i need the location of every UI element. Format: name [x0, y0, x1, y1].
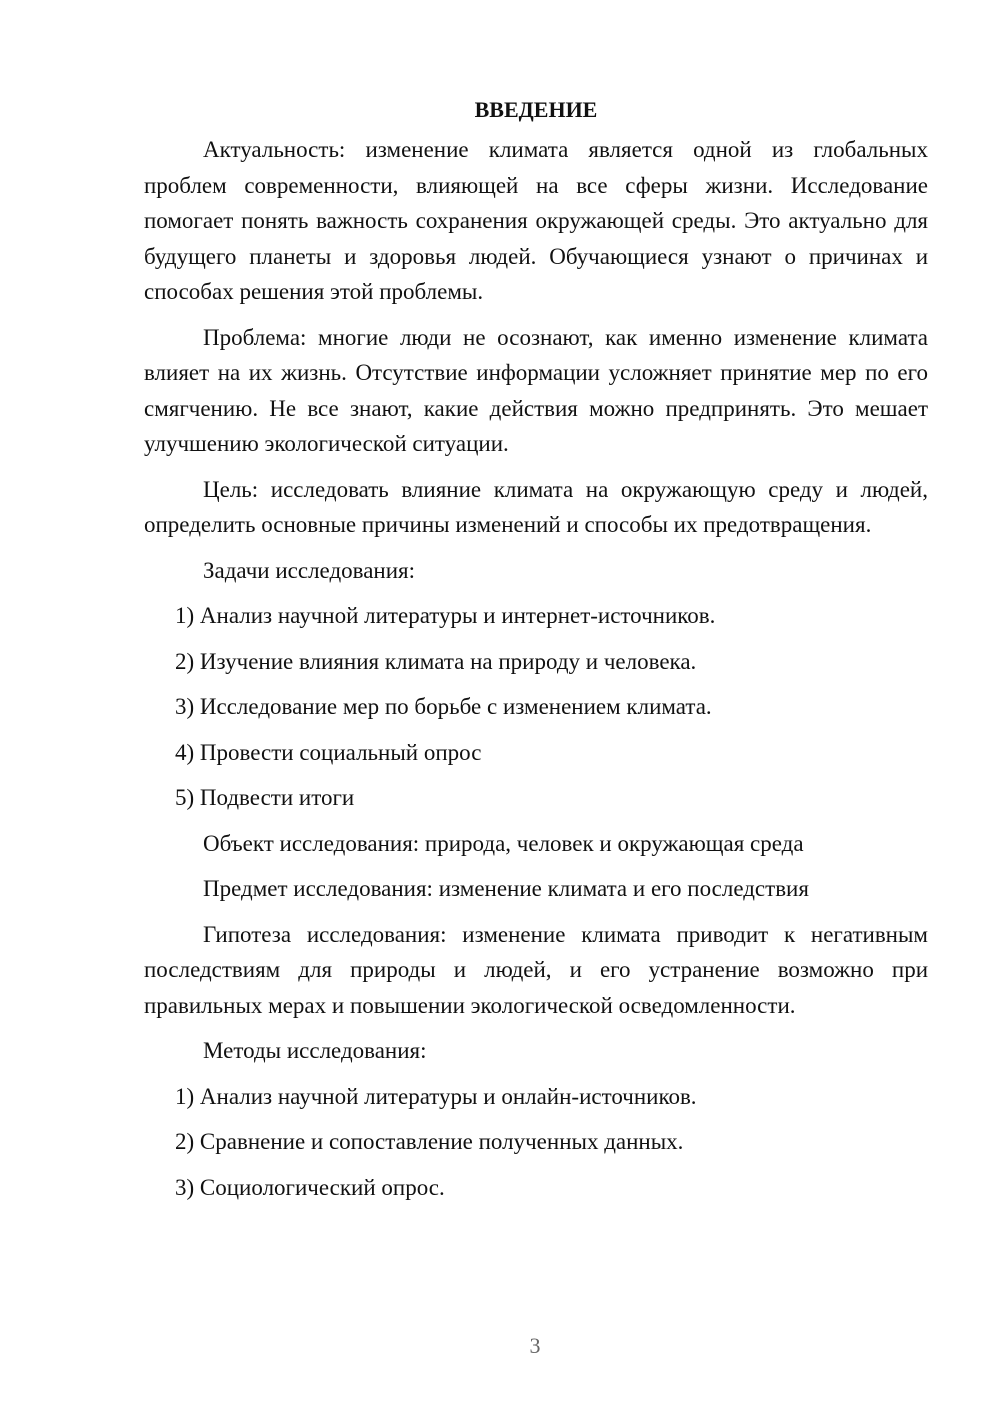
- task-item: 2) Изучение влияния климата на природу и человека.: [175, 648, 697, 674]
- method-item: 3) Социологический опрос.: [175, 1174, 445, 1200]
- method-item: 2) Сравнение и сопоставление полученных данных.: [175, 1129, 684, 1154]
- method-item: 1) Анализ научной литературы и онлайн-источников.: [175, 1083, 697, 1109]
- task-item: 1) Анализ научной литературы и интернет-источников.: [175, 603, 716, 628]
- section-heading: ВВЕДЕНИЕ: [474, 97, 598, 122]
- methods-title: Методы исследования:: [203, 1038, 427, 1063]
- relevance-paragraph: Актуальность: изменение климата является одной из глобальных проблем современности, влияющей на все сферы жизни. Исследование помогает понять важность сохранения окружающей среды. Это актуально для будущего планеты и здоровья людей. Обучающиеся узнают о причинах и способах решения этой проблемы.: [144, 137, 928, 304]
- page-number: 3: [529, 1333, 541, 1358]
- task-item: 3) Исследование мер по борьбе с изменением климата.: [175, 694, 712, 719]
- goal-paragraph: Цель: исследовать влияние климата на окружающую среду и людей, определить основные причины изменений и способы их предотвращения.: [144, 476, 928, 537]
- task-item: 5) Подвести итоги: [175, 785, 355, 810]
- page-content: [144, 92, 928, 1215]
- research-object: Объект исследования: природа, человек и окружающая среда: [203, 830, 804, 856]
- task-item: 4) Провести социальный опрос: [175, 739, 482, 765]
- hypothesis-paragraph: Гипотеза исследования: изменение климата приводит к негативным последствиям для природы и людей, и его устранение возможно при правильных мерах и повышении экологической осведомленности.: [144, 921, 928, 1018]
- research-subject: Предмет исследования: изменение климата и его последствия: [203, 876, 809, 901]
- tasks-title: Задачи исследования:: [203, 557, 416, 583]
- problem-paragraph: Проблема: многие люди не осознают, как именно изменение климата влияет на их жизнь. Отсутствие информации усложняет принятие мер по его смягчению. Не все знают, какие действия можно предпринять. Это мешает улучшению экологической ситуации.: [144, 324, 928, 456]
